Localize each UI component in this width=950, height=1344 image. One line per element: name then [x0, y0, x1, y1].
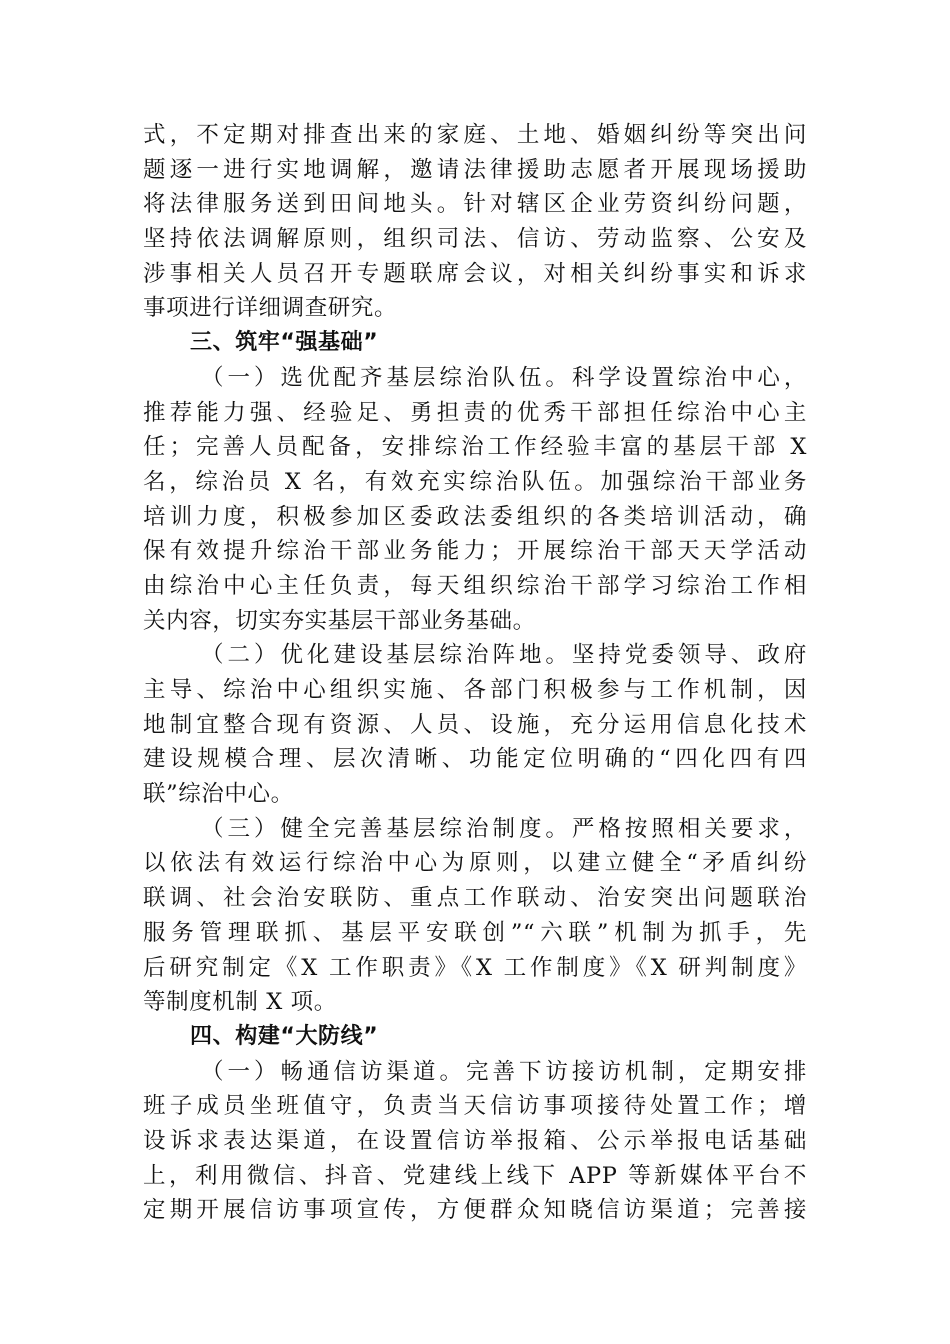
text-line: 保有效提升综治干部业务能力；开展综治干部天天学活动 [143, 538, 807, 565]
text-line: 等制度机制 X 项。 [143, 989, 337, 1016]
section-heading-3: 三、筑牢“强基础” [190, 330, 379, 356]
paragraph-system-building [143, 812, 807, 1020]
text-line: 涉事相关人员召开专题联席会议，对相关纠纷事实和诉求 [143, 260, 807, 287]
text-line: 服务管理联抓、基层平安联创”“六联”机制为抓手，先 [143, 919, 807, 946]
paragraph-petition-channels [143, 1055, 807, 1228]
text-line: 定期开展信访事项宣传，方便群众知晓信访渠道；完善接 [143, 1197, 807, 1224]
text-line: 坚持依法调解原则，组织司法、信访、劳动监察、公安及 [143, 226, 807, 253]
text-line: （一）畅通信访渠道。完善下访接访机制，定期安排 [201, 1058, 807, 1085]
text-line: 后研究制定《X 工作职责》《X 工作制度》《X 研判制度》 [143, 954, 807, 981]
text-line: 上，利用微信、抖音、党建线上线下 APP 等新媒体平台不 [143, 1162, 807, 1189]
text-line: 名，综治员 X 名，有效充实综治队伍。加强综治干部业务 [143, 468, 807, 495]
text-line: （一）选优配齐基层综治队伍。科学设置综治中心， [201, 364, 807, 391]
text-line: 联调、社会治安联防、重点工作联动、治安突出问题联治 [143, 885, 807, 912]
section-heading-4: 四、构建“大防线” [190, 1023, 379, 1049]
text-line: 以依法有效运行综治中心为原则，以建立健全“矛盾纠纷 [143, 850, 807, 877]
text-line: 关内容，切实夯实基层干部业务基础。 [143, 607, 536, 634]
text-line: 式，不定期对排查出来的家庭、土地、婚姻纠纷等突出问 [143, 122, 807, 148]
text-line: 班子成员坐班值守，负责当天信访事项接待处置工作；增 [143, 1093, 807, 1120]
paragraph-team-building [143, 361, 807, 639]
document-page [143, 118, 807, 1228]
text-line: 事项进行详细调查研究。 [143, 295, 398, 322]
paragraph-position-building [143, 638, 807, 811]
text-line: 由综治中心主任负责，每天组织综治干部学习综治工作相 [143, 572, 807, 599]
text-line: 任；完善人员配备，安排综治工作经验丰富的基层干部 X [143, 434, 807, 461]
text-line: （二）优化建设基层综治阵地。坚持党委领导、政府 [201, 642, 807, 669]
text-line: 建设规模合理、层次清晰、功能定位明确的“四化四有四 [143, 746, 807, 773]
text-line: 主导、综治中心组织实施、各部门积极参与工作机制，因 [143, 677, 807, 703]
text-line: 联”综治中心。 [143, 781, 294, 808]
text-line: 题逐一进行实地调解，邀请法律援助志愿者开展现场援助 [143, 156, 807, 183]
text-line: 将法律服务送到田间地头。针对辖区企业劳资纠纷问题， [143, 191, 807, 218]
text-line: 推荐能力强、经验足、勇担责的优秀干部担任综治中心主 [143, 399, 807, 426]
paragraph-dispute-mediation [143, 118, 807, 326]
text-line: 地制宜整合现有资源、人员、设施，充分运用信息化技术 [143, 711, 807, 738]
text-line: 设诉求表达渠道，在设置信访举报箱、公示举报电话基础 [143, 1127, 807, 1154]
text-line: （三）健全完善基层综治制度。严格按照相关要求， [201, 815, 807, 842]
text-line: 培训力度，积极参加区委政法委组织的各类培训活动，确 [143, 503, 807, 530]
